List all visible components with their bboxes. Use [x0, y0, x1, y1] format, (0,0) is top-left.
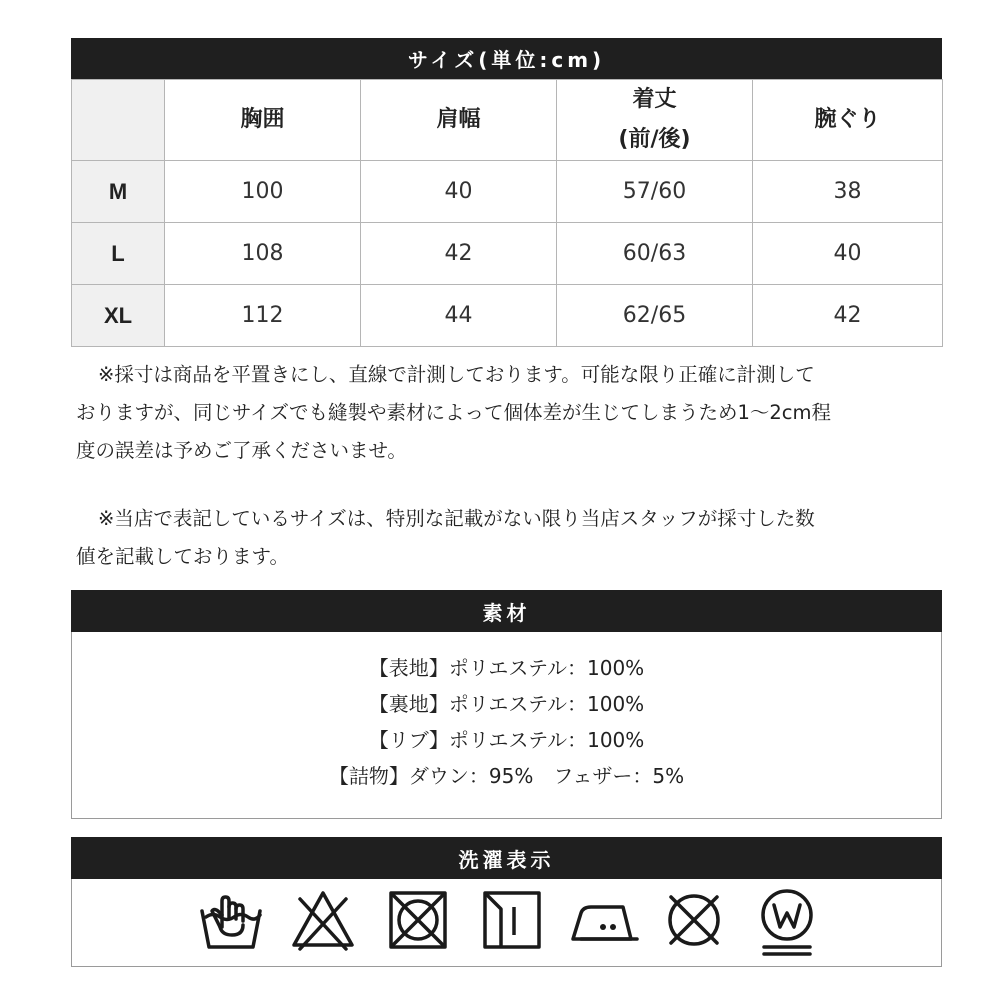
armhole-value: 42: [753, 285, 943, 347]
material-section-title: 素材: [71, 590, 942, 632]
table-row: [72, 223, 943, 285]
measurement-note: [76, 356, 946, 470]
note-line: 度の誤差は予めご了承くださいませ。: [76, 439, 407, 462]
length-value: 62/65: [557, 285, 753, 347]
material-line: 【詰物】ダウン：95% フェザー：5%: [328, 764, 685, 788]
armhole-value: 38: [753, 161, 943, 223]
header-length: [557, 80, 753, 161]
line-dry-shade-icon: [479, 887, 545, 953]
material-line: 【リブ】ポリエステル：100%: [368, 728, 645, 752]
header-shoulder: 肩幅: [361, 80, 557, 161]
note-line: 値を記載しております。: [76, 545, 289, 568]
washing-icons: [72, 879, 943, 967]
washing-box: [71, 879, 942, 967]
table-row: [72, 161, 943, 223]
size-label-note: [76, 500, 946, 576]
chest-value: 108: [165, 223, 361, 285]
header-length-sub: (前/後): [618, 127, 691, 152]
material-line: 【表地】ポリエステル：100%: [368, 656, 645, 680]
table-header-row: [72, 80, 943, 161]
size-label: M: [72, 161, 165, 223]
material-line: 【裏地】ポリエステル：100%: [368, 692, 645, 716]
no-tumble-dry-icon: [385, 887, 451, 953]
header-armhole: 腕ぐり: [753, 80, 943, 161]
washing-section-title: 洗濯表示: [71, 837, 942, 879]
iron-low-icon: [569, 887, 641, 953]
length-value: 57/60: [557, 161, 753, 223]
header-chest: 胸囲: [165, 80, 361, 161]
table-row: [72, 285, 943, 347]
hand-wash-icon: [198, 887, 264, 953]
shoulder-value: 44: [361, 285, 557, 347]
corner-cell: [72, 80, 165, 161]
shoulder-value: 42: [361, 223, 557, 285]
armhole-value: 40: [753, 223, 943, 285]
note-line: おりますが、同じサイズでも縫製や素材によって個体差が生じてしまうため1～2cm程: [76, 401, 831, 424]
no-bleach-icon: [290, 887, 356, 953]
chest-value: 112: [165, 285, 361, 347]
material-box: [71, 632, 942, 819]
size-label: XL: [72, 285, 165, 347]
no-dry-clean-icon: [661, 887, 727, 953]
size-section-title: サイズ(単位:cm): [71, 38, 942, 79]
note-line: ※当店で表記しているサイズは、特別な記載がない限り当店スタッフが採寸した数: [98, 507, 815, 530]
note-line: ※採寸は商品を平置きにし、直線で計測しております。可能な限り正確に計測して: [98, 363, 815, 386]
shoulder-value: 40: [361, 161, 557, 223]
material-list: [72, 650, 941, 794]
size-table: [71, 79, 943, 347]
chest-value: 100: [165, 161, 361, 223]
length-value: 60/63: [557, 223, 753, 285]
wet-clean-gentle-icon: [754, 887, 820, 959]
size-label: L: [72, 223, 165, 285]
header-length-label: 着丈: [632, 87, 677, 112]
